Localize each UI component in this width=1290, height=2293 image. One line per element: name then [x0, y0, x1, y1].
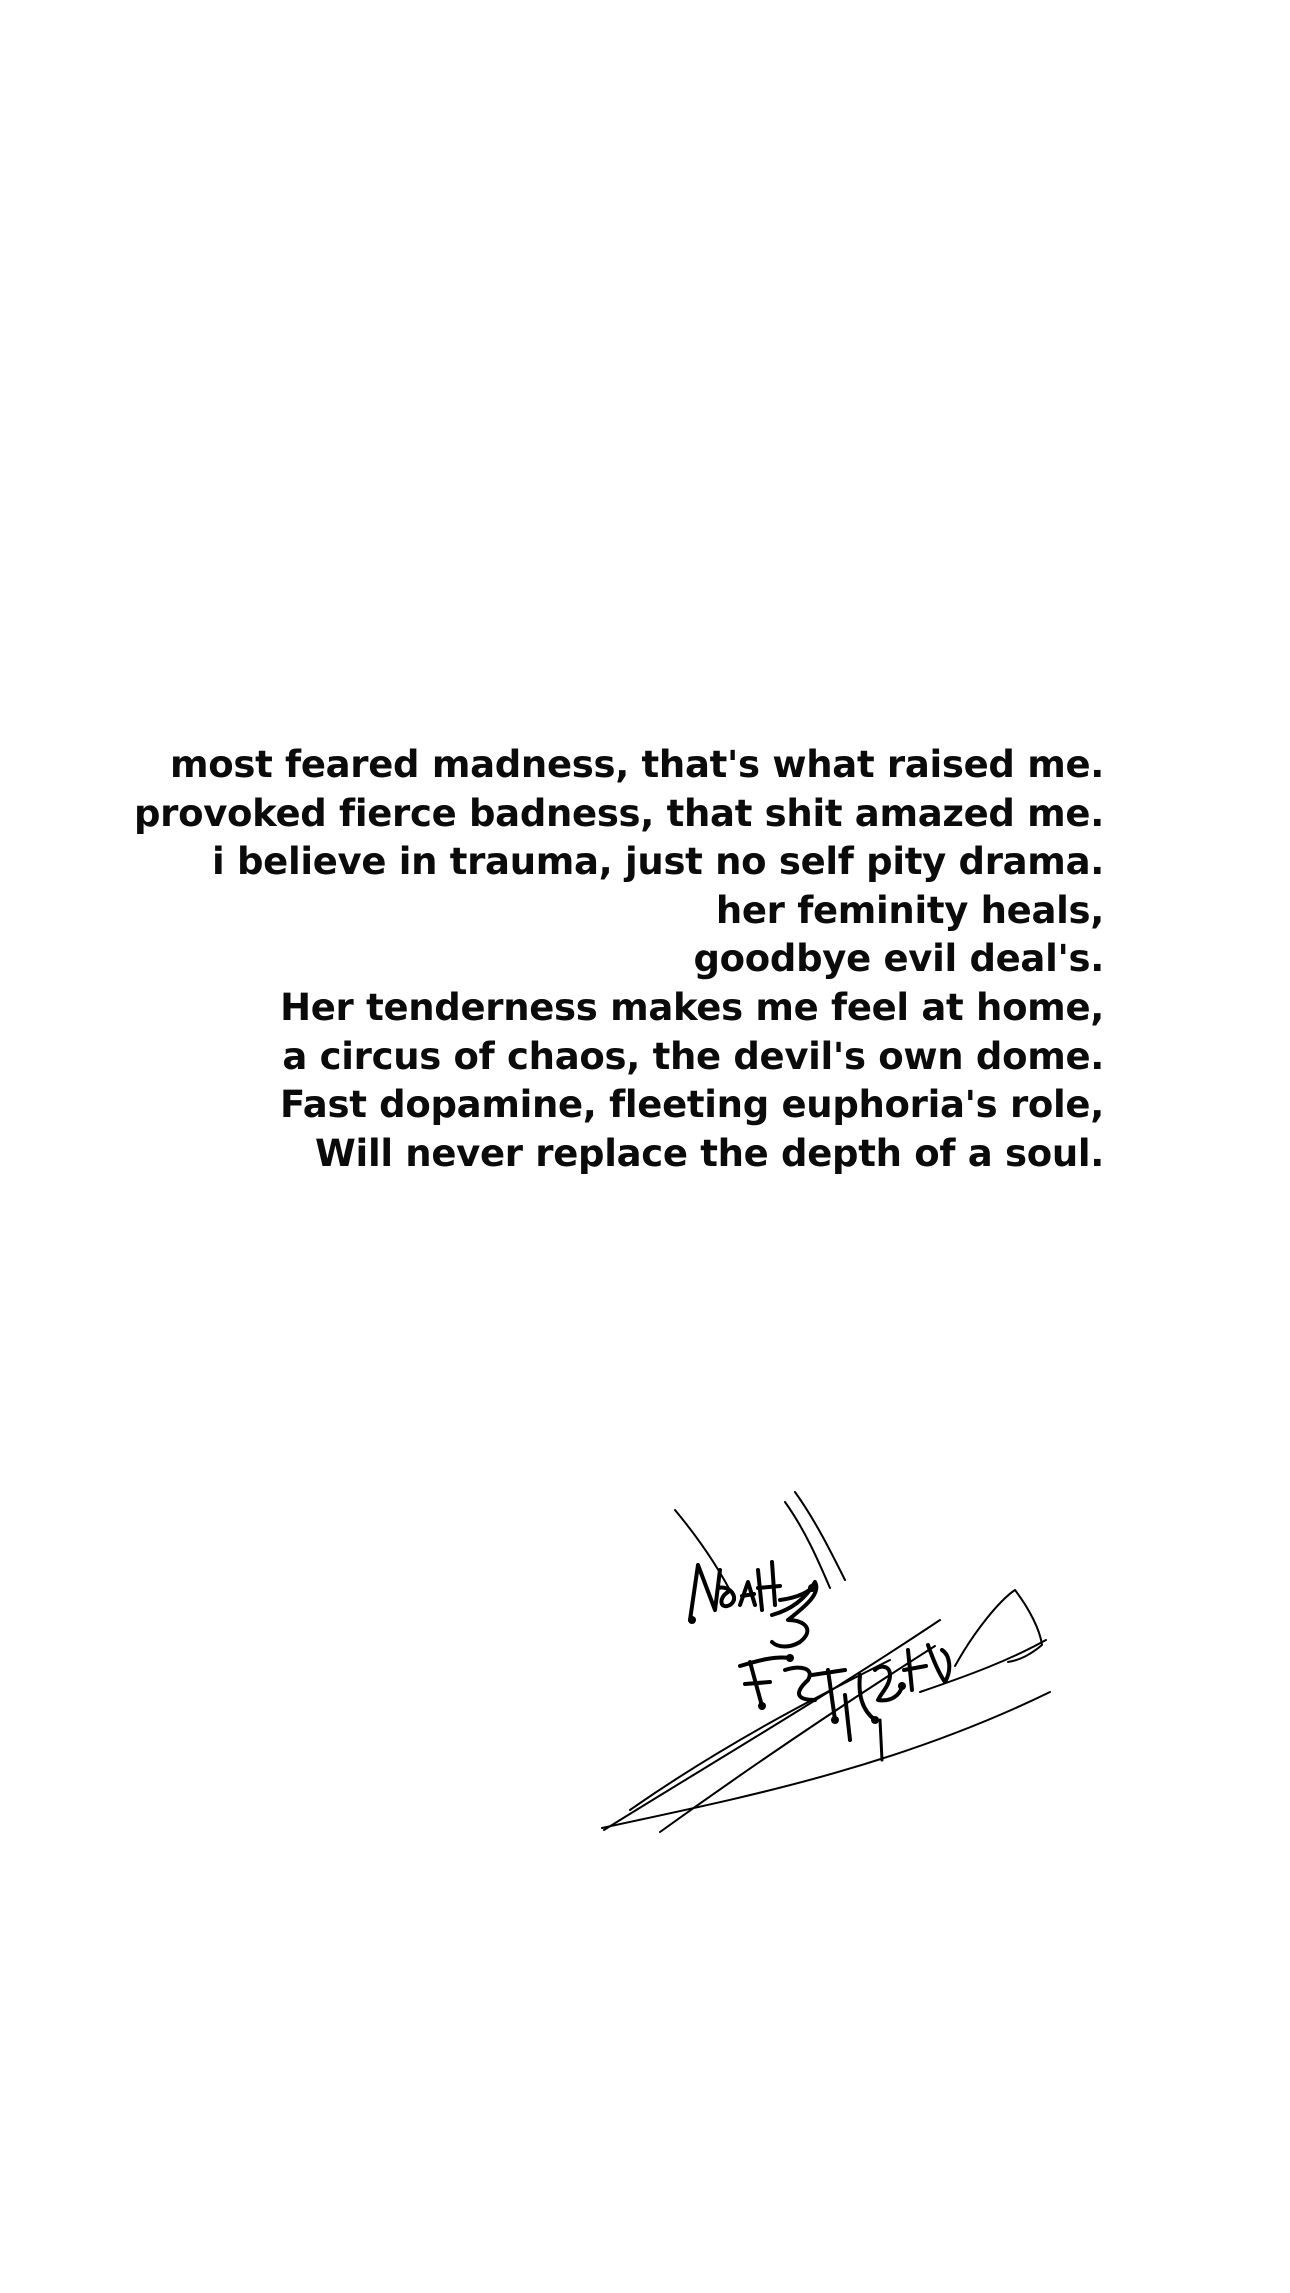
poem-text — [104, 741, 1104, 1178]
poem-line-6: Her tenderness makes me feel at home, — [280, 985, 1104, 1029]
poem-line-8: Fast dopamine, fleeting euphoria's role, — [280, 1083, 1104, 1127]
poem-line-3: i believe in trauma, just no self pity drama. — [212, 840, 1104, 884]
poem-line-4: her feminity heals, — [715, 888, 1104, 932]
poem-line-7: a circus of chaos, the devil's own dome. — [282, 1034, 1104, 1078]
signature-icon — [590, 1470, 1070, 1850]
poem-line-9: Will never replace the depth of a soul. — [315, 1131, 1104, 1175]
poem-line-5: goodbye evil deal's. — [693, 937, 1104, 981]
poem-line-2: provoked fierce badness, that shit amazed me. — [133, 791, 1104, 835]
poem-line-1: most feared madness, that's what raised me. — [169, 743, 1104, 786]
